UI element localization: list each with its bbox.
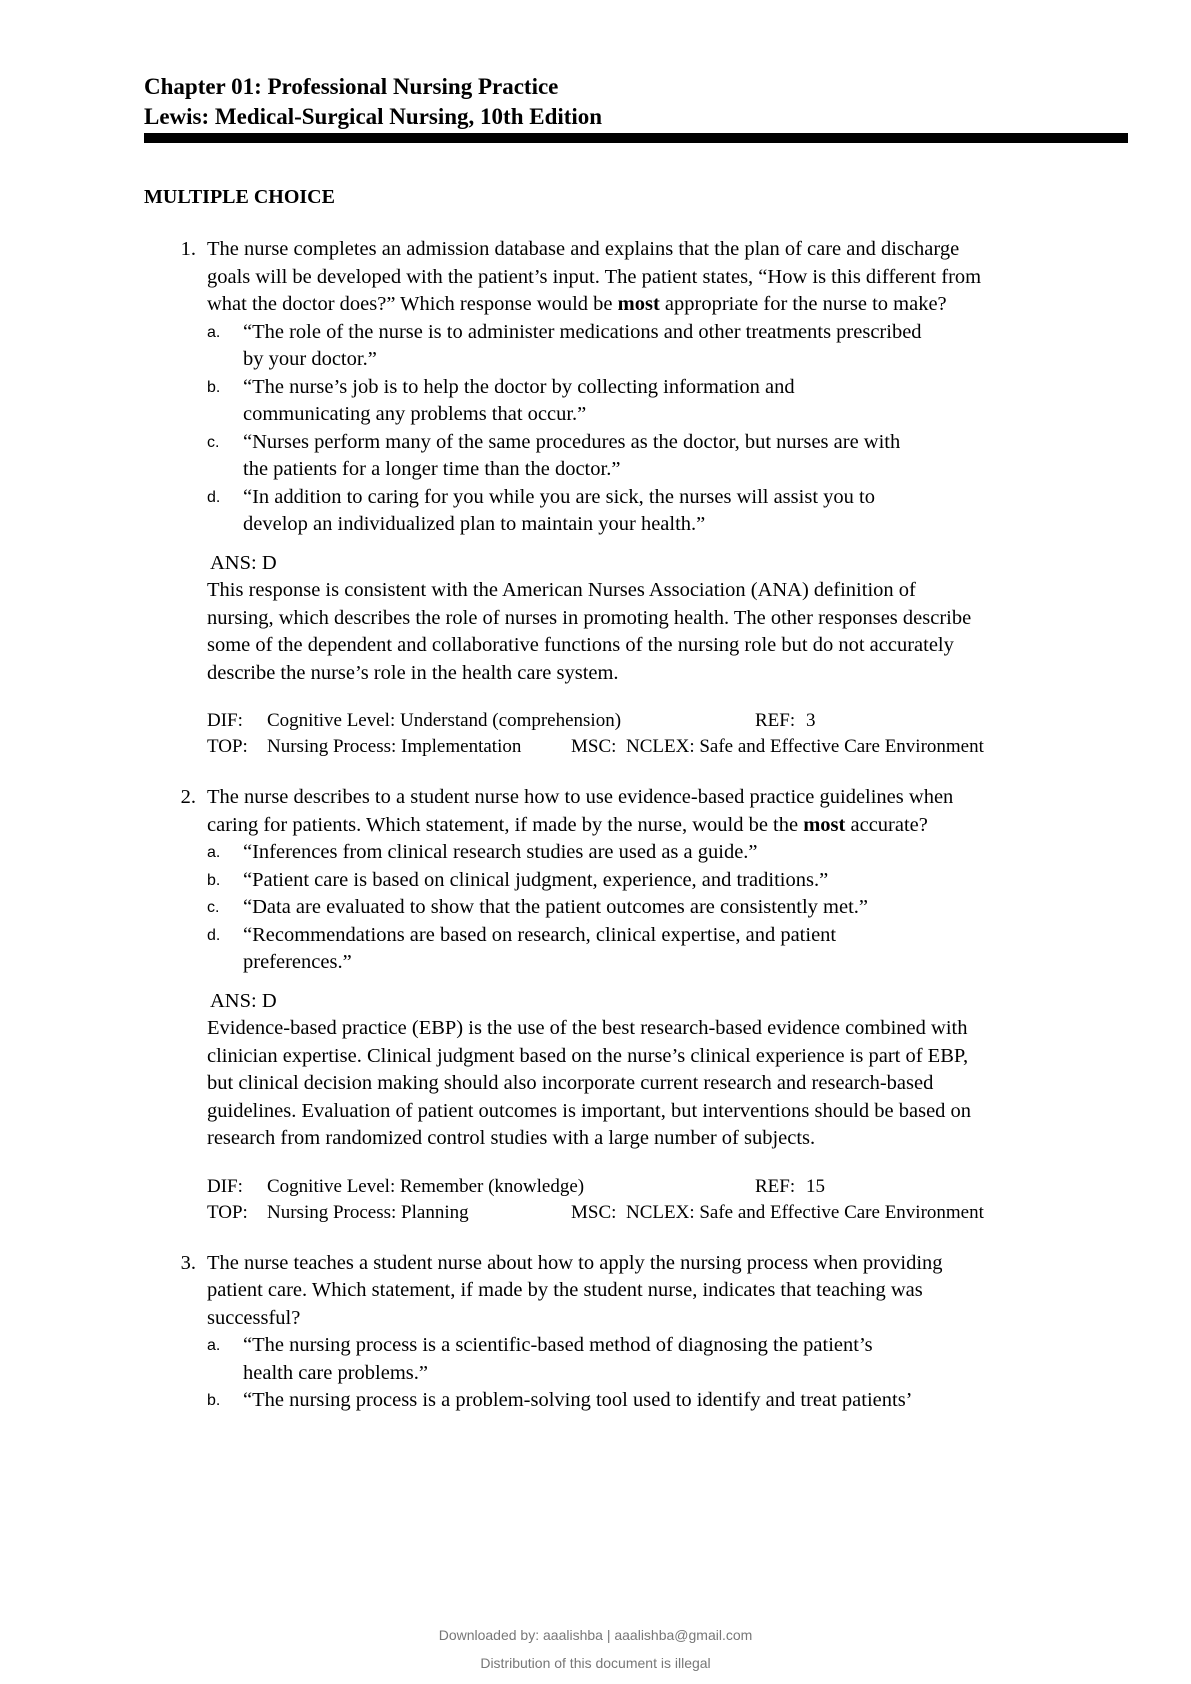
- question-number: 2.: [180, 786, 196, 808]
- option-a: [207, 839, 1134, 867]
- msc-value: NCLEX: Safe and Effective Care Environment: [626, 1201, 984, 1223]
- dif-value: Cognitive Level: Understand (comprehension): [267, 710, 622, 731]
- option-c: [207, 894, 1134, 922]
- top-label: TOP:: [207, 736, 248, 757]
- top-value: Nursing Process: Planning: [267, 1201, 469, 1223]
- option-text: “Data are evaluated to show that the patient outcomes are consistently met.”: [243, 896, 869, 918]
- option-text: “Recommendations are based on research, clinical expertise, and patient preferences.”: [243, 923, 837, 973]
- question-stem: The nurse teaches a student nurse about how to apply the nursing process when providing patient care. Which statement, if made by the student nurse, indicates that teaching was successful?: [207, 1251, 943, 1329]
- document-header: [144, 72, 602, 132]
- option-label: c.: [207, 899, 220, 916]
- ref-value: 3: [806, 710, 816, 731]
- dif-label: DIF:: [207, 1175, 243, 1197]
- question-number: 1.: [180, 238, 196, 260]
- question-number: 3.: [180, 1251, 196, 1274]
- top-label: TOP:: [207, 1201, 248, 1223]
- option-label: b.: [207, 1392, 221, 1409]
- option-label: b.: [207, 378, 221, 396]
- msc-label: MSC:: [571, 1201, 617, 1223]
- option-a: [207, 1332, 1134, 1387]
- option-text: “Nurses perform many of the same procedures as the doctor, but nurses are with the patients for a longer time than the doctor.”: [243, 430, 901, 480]
- ref-value: 15: [806, 1175, 825, 1197]
- section-heading: MULTIPLE CHOICE: [144, 186, 335, 208]
- msc-label: MSC:: [571, 736, 617, 757]
- option-b: [207, 867, 1134, 895]
- option-c: [207, 429, 1134, 484]
- question-3: [144, 1250, 1134, 1415]
- dif-label: DIF:: [207, 710, 243, 731]
- question-metadata: [207, 1174, 1134, 1226]
- option-b: [207, 1387, 1134, 1415]
- download-notice: Downloaded by: aaalishba | aaalishba@gmail.com: [438, 1627, 753, 1643]
- option-text: “The nurse’s job is to help the doctor by collecting information and communicating any problems that occur.”: [243, 375, 795, 425]
- answer-key: ANS: D: [210, 989, 277, 1012]
- option-label: a.: [207, 844, 221, 861]
- ref-label: REF:: [755, 710, 796, 731]
- option-label: b.: [207, 871, 221, 889]
- question-metadata: [207, 708, 1134, 760]
- option-text: “The role of the nurse is to administer medications and other treatments prescribed by your doctor.”: [243, 320, 922, 370]
- rationale: Evidence-based practice (EBP) is the use of the best research-based evidence combined with clinician expertise. Clinical judgment based on the nurse’s clinical experience is part of EBP, but clinical decision making should also incorporate current research and research-based guidelines. Evaluation of patient outcomes is important, but interventions should be based on research from randomized control studies with a large number of subjects.: [207, 1017, 972, 1149]
- emphasis-most: most: [617, 293, 660, 315]
- option-text: “The nursing process is a problem-solving tool used to identify and treat patients’: [243, 1389, 913, 1411]
- option-text: “Inferences from clinical research studies are used as a guide.”: [243, 841, 758, 863]
- rationale: This response is consistent with the American Nurses Association (ANA) definition of nursing, which describes the role of nurses in promoting health. The other responses describe some of the dependent and collaborative functions of the nursing role but do not accurately describe the nurse’s role in the health care system.: [207, 579, 972, 684]
- question-2: [144, 784, 1134, 1226]
- question-stem: The nurse describes to a student nurse how to use evidence-based practice guidelines when caring for patients. Which statement, if made by the nurse, would be the most accurate?: [207, 786, 954, 836]
- option-a: [207, 319, 1134, 374]
- chapter-title: Chapter 01: Professional Nursing Practice: [144, 74, 559, 99]
- option-label: a.: [207, 1337, 221, 1354]
- distribution-notice: Distribution of this document is illegal: [480, 1655, 711, 1671]
- option-text: “The nursing process is a scientific-based method of diagnosing the patient’s health care problems.”: [243, 1334, 873, 1384]
- question-stem: The nurse completes an admission database and explains that the plan of care and discharge goals will be developed with the patient’s input. The patient states, “How is this different from what the doctor does?” Which response would be most appropriate for the nurse to make?: [207, 238, 982, 315]
- option-b: [207, 374, 1134, 429]
- emphasis-most: most: [803, 813, 846, 836]
- question-1: [144, 236, 1134, 760]
- option-label: d.: [207, 926, 221, 944]
- ref-label: REF:: [755, 1175, 796, 1197]
- top-value: Nursing Process: Implementation: [267, 736, 522, 757]
- dif-value: Cognitive Level: Remember (knowledge): [267, 1175, 585, 1197]
- msc-value: NCLEX: Safe and Effective Care Environment: [626, 736, 984, 757]
- option-label: a.: [207, 323, 221, 341]
- questions-list: [144, 236, 1134, 1415]
- answer-key: ANS: D: [210, 551, 277, 574]
- option-d: [207, 484, 1134, 539]
- option-text: “Patient care is based on clinical judgment, experience, and traditions.”: [243, 868, 829, 891]
- option-label: d.: [207, 488, 221, 506]
- header-rule: [144, 133, 1128, 143]
- option-text: “In addition to caring for you while you are sick, the nurses will assist you to develop an individualized plan to maintain your health.”: [243, 485, 875, 535]
- book-title: Lewis: Medical-Surgical Nursing, 10th Edition: [144, 104, 603, 129]
- option-label: c.: [207, 433, 220, 451]
- option-d: [207, 922, 1134, 977]
